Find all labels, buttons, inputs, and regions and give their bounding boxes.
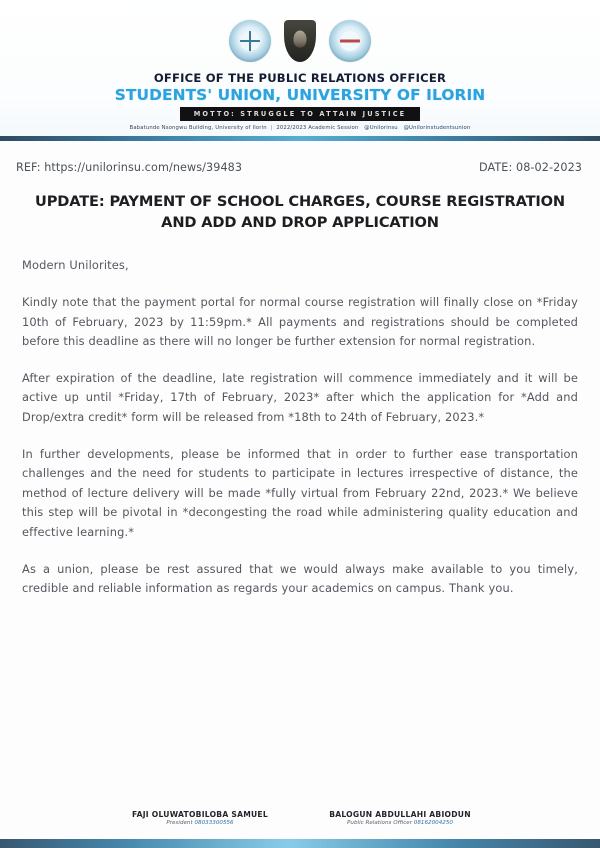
contact-separator-1: | [270,124,273,131]
contact-session: 2022/2023 Academic Session [276,124,359,131]
signatory-phone[interactable]: 08033300556 [194,820,234,826]
body-paragraph-2: After expiration of the deadline, late registration will commence immediately and it will be active up until *Friday, 17th of February, 2023* after which the application for *Add and Drop/extra credit* form will be released from *18th to 24th of February, 2023.* [22,370,578,424]
body-paragraph-3: In further developments, please be informed that in order to further ease transportation challenges and the need for students to participate in lectures irrespective of distance, the method of lecture delivery will be made *fully virtual from February 22nd, 2023.* We believe this step will be pivotal in *decongesting the road while administering quality education and effective learning.* [22,446,578,539]
logo-row [0,18,600,64]
body-paragraph-4: As a union, please be rest assured that we would always make available to you timely, credible and reliable information as regards your academics on campus. Thank you. [22,561,578,596]
body-paragraph-1: Kindly note that the payment portal for normal course registration will finally close on *Friday 10th of February, 2023 by 11:59pm.* All payments and registrations should be completed before this deadline as there will no longer be further extension for normal registration. [22,294,578,349]
signatory-role-label: Public Relations Officer [347,820,413,826]
union-title: STUDENTS' UNION, UNIVERSITY OF ILORIN [114,86,486,104]
signatory-name: FAJI OLUWATOBILOBA SAMUEL [132,810,268,819]
document-body [22,256,578,599]
students-union-seal-right-icon [329,20,371,62]
date-line: DATE: 08-02-2023 [478,160,582,174]
salutation: Modern Unilorites, [22,258,129,273]
university-of-ilorin-crest-icon [284,20,316,62]
signatory-role [320,820,480,826]
header-divider [0,136,600,141]
signatory-role [120,820,280,826]
signatory-role-label: President [166,820,193,826]
motto-text: MOTTO: STRUGGLE TO ATTAIN JUSTICE [180,107,421,121]
signatory-phone[interactable]: 08162004250 [413,820,453,826]
signature-pro [320,810,480,826]
facebook-handle[interactable]: @Unilorinstudentsunion [403,124,471,131]
students-union-seal-left-icon [229,20,271,62]
motto-bar [0,107,600,121]
page-title: UPDATE: PAYMENT OF SCHOOL CHARGES, COURSE REGISTRATION AND ADD AND DROP APPLICATION [35,192,565,232]
signatory-name: BALOGUN ABDULLAHI ABIODUN [329,810,471,819]
reference-and-date-row [0,141,600,174]
twitter-handle[interactable]: @Unilorinsu [364,124,398,131]
letterhead [0,0,600,141]
signature-block [0,810,600,826]
reference-line: REF: https://unilorinsu.com/news/39483 [16,160,243,174]
contact-strip [0,125,600,131]
signature-president [120,810,280,826]
office-title: OFFICE OF THE PUBLIC RELATIONS OFFICER [153,71,447,85]
footer-divider [0,839,600,848]
contact-address: Babatunde Nsongwu Building, University of Ilorin [129,124,267,131]
